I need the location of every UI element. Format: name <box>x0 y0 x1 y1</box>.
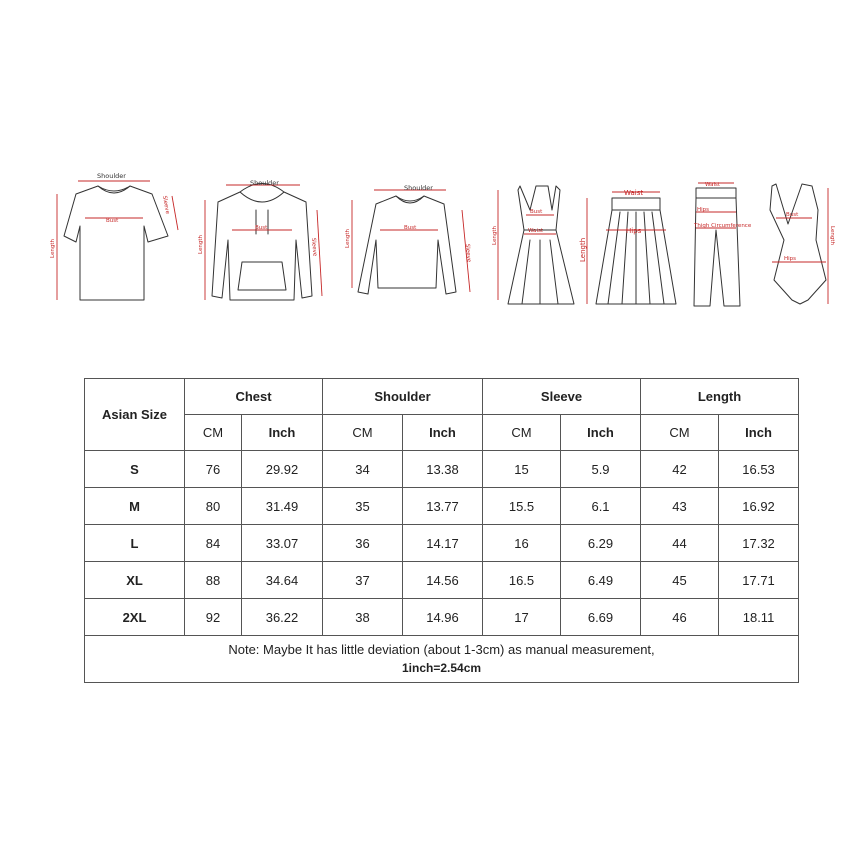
label-hips-7: Hips <box>784 256 797 262</box>
unit-header: CM <box>483 415 561 451</box>
unit-header: CM <box>323 415 403 451</box>
length-header: Length <box>641 379 799 415</box>
label-length-5: Length <box>579 237 587 262</box>
unit-header: Inch <box>403 415 483 451</box>
value-cell: 31.49 <box>242 488 323 525</box>
sleeve-header: Sleeve <box>483 379 641 415</box>
value-cell: 6.49 <box>561 562 641 599</box>
value-cell: 43 <box>641 488 719 525</box>
sweatshirt-diagram <box>345 184 472 294</box>
table-row <box>85 451 799 488</box>
value-cell: 33.07 <box>242 525 323 562</box>
label-length-1: Length <box>50 239 56 258</box>
label-hips-6: Hips <box>697 207 710 213</box>
value-cell: 45 <box>641 562 719 599</box>
value-cell: 17 <box>483 599 561 636</box>
label-thigh-6: Thigh Circumference <box>694 223 752 229</box>
value-cell: 76 <box>185 451 242 488</box>
value-cell: 17.32 <box>719 525 799 562</box>
skirt-diagram <box>579 189 676 304</box>
label-length-3: Length <box>345 229 351 248</box>
label-waist-5: Waist <box>624 189 644 197</box>
inch-conversion-note: 1inch=2.54cm <box>401 661 482 675</box>
size-cell: L <box>85 525 185 562</box>
value-cell: 38 <box>323 599 403 636</box>
value-cell: 5.9 <box>561 451 641 488</box>
value-cell: 16.5 <box>483 562 561 599</box>
unit-header: Inch <box>719 415 799 451</box>
label-shoulder-2: Shoulder <box>250 179 279 187</box>
value-cell: 34.64 <box>242 562 323 599</box>
value-cell: 80 <box>185 488 242 525</box>
label-bust-4: Bust <box>530 209 543 215</box>
chest-header: Chest <box>185 379 323 415</box>
value-cell: 15 <box>483 451 561 488</box>
value-cell: 92 <box>185 599 242 636</box>
unit-header: Inch <box>242 415 323 451</box>
unit-header: CM <box>185 415 242 451</box>
size-cell: S <box>85 451 185 488</box>
table-row <box>85 525 799 562</box>
table-row <box>85 599 799 636</box>
table-row <box>85 488 799 525</box>
measurement-note <box>85 636 799 683</box>
label-shoulder-1: Shoulder <box>97 172 126 180</box>
dress-diagram <box>492 186 574 304</box>
value-cell: 13.77 <box>403 488 483 525</box>
label-sleeve-1: Sleeve <box>161 195 171 215</box>
garment-diagrams <box>0 0 847 340</box>
value-cell: 13.38 <box>403 451 483 488</box>
value-cell: 15.5 <box>483 488 561 525</box>
size-cell: 2XL <box>85 599 185 636</box>
label-bust-7: Bust <box>786 212 799 218</box>
value-cell: 6.69 <box>561 599 641 636</box>
value-cell: 36 <box>323 525 403 562</box>
value-cell: 34 <box>323 451 403 488</box>
label-sleeve-2: Sleeve <box>310 237 318 257</box>
tshirt-diagram <box>50 172 178 300</box>
label-bust-1: Bust <box>106 218 119 224</box>
value-cell: 6.29 <box>561 525 641 562</box>
label-waist-4: Waist <box>528 228 544 234</box>
label-shoulder-3: Shoulder <box>404 184 433 192</box>
label-hips-5: Hips <box>626 227 642 235</box>
size-chart-table <box>84 378 799 683</box>
unit-header: Inch <box>561 415 641 451</box>
hoodie-diagram <box>198 179 322 300</box>
value-cell: 88 <box>185 562 242 599</box>
label-sleeve-3: Sleeve <box>464 243 472 263</box>
label-bust-3: Bust <box>404 225 417 231</box>
value-cell: 16.92 <box>719 488 799 525</box>
value-cell: 16.53 <box>719 451 799 488</box>
shoulder-header: Shoulder <box>323 379 483 415</box>
value-cell: 44 <box>641 525 719 562</box>
value-cell: 6.1 <box>561 488 641 525</box>
size-cell: XL <box>85 562 185 599</box>
value-cell: 17.71 <box>719 562 799 599</box>
value-cell: 14.17 <box>403 525 483 562</box>
note-row <box>85 636 799 683</box>
value-cell: 46 <box>641 599 719 636</box>
value-cell: 14.96 <box>403 599 483 636</box>
value-cell: 42 <box>641 451 719 488</box>
label-bust-2: Bust <box>255 225 268 231</box>
value-cell: 37 <box>323 562 403 599</box>
table-row <box>85 562 799 599</box>
label-length-2: Length <box>198 235 204 254</box>
value-cell: 29.92 <box>242 451 323 488</box>
label-length-4: Length <box>492 226 498 245</box>
value-cell: 14.56 <box>403 562 483 599</box>
value-cell: 16 <box>483 525 561 562</box>
asian-size-header: Asian Size <box>85 379 185 451</box>
value-cell: 18.11 <box>719 599 799 636</box>
pants-diagram <box>693 182 752 306</box>
label-waist-6: Waist <box>705 182 721 188</box>
note-text: Note: Maybe It has little deviation (about 1-3cm) as manual measurement, <box>228 642 655 657</box>
bodysuit-diagram <box>770 184 835 304</box>
label-length-7: Length <box>829 226 835 245</box>
unit-header: CM <box>641 415 719 451</box>
size-cell: M <box>85 488 185 525</box>
value-cell: 36.22 <box>242 599 323 636</box>
value-cell: 84 <box>185 525 242 562</box>
value-cell: 35 <box>323 488 403 525</box>
